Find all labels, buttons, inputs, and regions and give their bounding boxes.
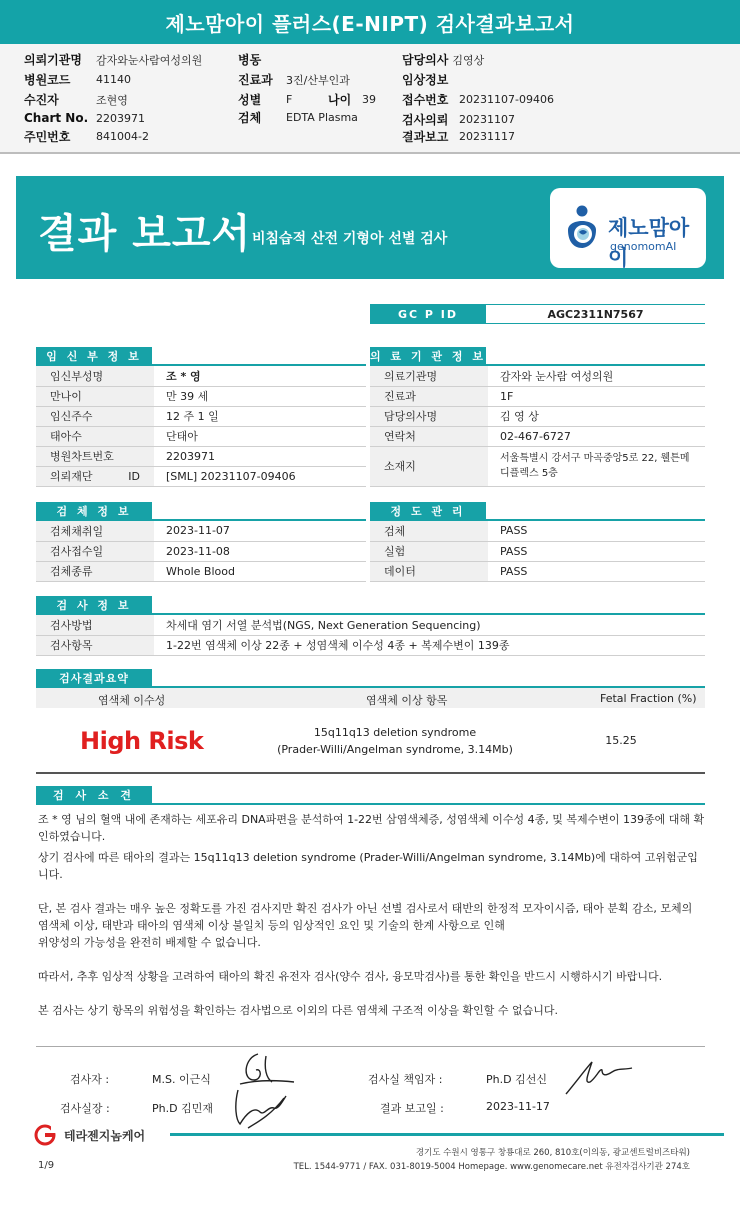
header-info-panel	[0, 44, 740, 154]
table-value: 02-467-6727	[488, 426, 705, 446]
table-value: 2023-11-07	[154, 521, 366, 541]
table-row	[36, 406, 366, 426]
report-date-value-sig: 2023-11-17	[486, 1100, 550, 1113]
specimen-info-table	[36, 521, 366, 582]
dept-label: 진료과	[238, 73, 273, 87]
chart-no-value: 2203971	[96, 111, 145, 125]
table-value: 1-22번 염색체 이상 22종 + 성염색체 이수성 4종 + 복제수변이 139종	[154, 635, 705, 655]
receipt-no-label: 접수번호	[402, 93, 449, 107]
table-value: 2023-11-08	[154, 541, 366, 561]
resident-no-value: 841004-2	[96, 130, 149, 143]
table-key: 병원차트번호	[36, 446, 154, 466]
summary-col-fetal-fraction: Fetal Fraction (%)	[600, 692, 697, 705]
table-row	[370, 426, 705, 446]
table-key: 만나이	[36, 386, 154, 406]
patient-label: 수진자	[24, 93, 59, 107]
table-value: PASS	[488, 521, 705, 541]
gcp-id-row	[370, 304, 705, 324]
table-key: 태아수	[36, 426, 154, 446]
table-value: PASS	[488, 561, 705, 581]
qc-table	[370, 521, 705, 582]
request-date-label: 검사의뢰	[402, 113, 449, 127]
summary-column-headers	[36, 688, 705, 708]
dept-value: 3진/산부인과	[286, 73, 350, 87]
lab-head-name: Ph.D 김선신	[486, 1073, 547, 1086]
table-row	[36, 541, 366, 561]
findings-header: 검 사 소 견	[36, 786, 152, 804]
table-key: 검체종류	[36, 561, 154, 581]
gcp-id-label: GC P ID	[370, 304, 486, 324]
table-value: 2203971	[154, 446, 366, 466]
doctor-label: 담당의사	[402, 53, 449, 67]
table-row	[36, 521, 366, 541]
summary-header: 검사결과요약	[36, 669, 152, 687]
summary-col-aneuploidy: 염색체 이수성	[98, 694, 166, 707]
summary-col-abnormality: 염색체 이상 항목	[366, 694, 448, 707]
table-row	[370, 366, 705, 386]
qc-header: 정 도 관 리	[370, 502, 486, 520]
table-value: Whole Blood	[154, 561, 366, 581]
lab-chief-name: Ph.D 김민재	[152, 1102, 213, 1115]
genomom-logo	[550, 188, 706, 268]
specimen-label: 검체	[238, 111, 262, 125]
signature-divider	[36, 1046, 705, 1047]
hospital-name-label: 의뢰기관명	[24, 53, 82, 67]
table-row	[36, 615, 705, 635]
footer-address: 경기도 수원시 영통구 창룡대로 260, 810호(이의동, 광교센트럴비즈타워)	[415, 1148, 690, 1158]
gcp-id-value: AGC2311N7567	[486, 304, 705, 324]
specimen-value: EDTA Plasma	[286, 111, 358, 124]
fetal-fraction-value: 15.25	[605, 734, 637, 747]
table-value: 조 * 영	[154, 366, 366, 386]
table-row	[36, 561, 366, 581]
table-row	[370, 406, 705, 426]
request-date-value: 20231107	[459, 113, 515, 126]
sex-value: F	[286, 93, 293, 106]
table-value: PASS	[488, 541, 705, 561]
doctor-value: 김영상	[452, 53, 485, 67]
table-value: 만 39 세	[154, 386, 366, 406]
abnormality-item-line1: 15q11q13 deletion syndrome	[313, 726, 477, 739]
tester-name: M.S. 이근식	[152, 1073, 211, 1086]
age-value: 39	[362, 93, 376, 106]
footer-brand-name: 테라젠지놈케어	[64, 1128, 146, 1143]
footer-brand-logo	[34, 1124, 145, 1146]
theragen-logo-icon	[34, 1124, 60, 1146]
table-value: 단태아	[154, 426, 366, 446]
table-key: 연락처	[370, 426, 488, 446]
table-key: 실험	[370, 541, 488, 561]
sex-label: 성별	[238, 93, 262, 107]
report-date-label-sig: 결과 보고일 :	[380, 1102, 444, 1115]
table-key: 검사항목	[36, 635, 154, 655]
lab-chief-signature-icon	[228, 1084, 290, 1130]
table-value: 차세대 염기 서열 분석법(NGS, Next Generation Sequencing)	[154, 615, 705, 635]
finding-paragraph-4: 따라서, 추후 임상적 상황을 고려하여 태아의 확진 유전자 검사(양수 검사, 융모막검사)를 통한 확인을 반드시 시행하시기 바랍니다.	[38, 970, 663, 983]
abnormality-item-line2: (Prader-Willi/Angelman syndrome, 3.14Mb)	[277, 743, 513, 756]
table-row	[370, 446, 705, 486]
table-key: 소재지	[370, 446, 488, 486]
report-date-label: 결과보고	[402, 130, 449, 144]
logo-name: 제노맘아이	[608, 216, 690, 270]
hospital-name-value: 감자와눈사람여성의원	[96, 53, 203, 67]
table-value: 감자와 눈사람 여성의원	[488, 366, 705, 386]
risk-result: High Risk	[80, 727, 204, 755]
table-key: 의료기관명	[370, 366, 488, 386]
finding-paragraph-1: 조 * 영 님의 혈액 내에 존재하는 세포유리 DNA파편을 분석하여 1-22번 삼염색체증, 성염색체 이수성 4종, 및 복제수변이 139종에 대해 확인하였습니다.	[38, 813, 705, 843]
table-row	[36, 366, 366, 386]
table-row	[36, 426, 366, 446]
table-row	[370, 386, 705, 406]
lab-chief-label: 검사실장 :	[60, 1102, 110, 1115]
institution-info-header: 의 료 기 관 정 보	[370, 347, 486, 365]
logo-sub: genomomAI	[610, 240, 677, 253]
finding-paragraph-5: 본 검사는 상기 항목의 위험성을 확인하는 검사법으로 이외의 다른 염색체 구조적 이상을 확인할 수 없습니다.	[38, 1004, 558, 1017]
table-key: 담당의사명	[370, 406, 488, 426]
pregnant-info-table	[36, 366, 366, 487]
table-key: 검사접수일	[36, 541, 154, 561]
test-info-table	[36, 615, 705, 656]
section-divider	[36, 803, 705, 805]
table-row	[36, 446, 366, 466]
table-key: 검체	[370, 521, 488, 541]
table-value: 1F	[488, 386, 705, 406]
table-key: 의뢰재단 ID	[36, 466, 154, 486]
table-key: 진료과	[370, 386, 488, 406]
result-report-banner	[16, 176, 724, 279]
resident-no-label: 주민번호	[24, 130, 71, 144]
tester-label: 검사자 :	[70, 1073, 110, 1086]
institution-info-table	[370, 366, 705, 487]
page-number: 1/9	[38, 1160, 55, 1171]
table-row	[36, 635, 705, 655]
footer-contact: TEL. 1544-9771 / FAX. 031-8019-5004 Homepage. www.genomecare.net 유전자검사기관 274호	[293, 1162, 690, 1172]
lab-head-label: 검사실 책임자 :	[368, 1073, 443, 1086]
ward-label: 병동	[238, 53, 262, 67]
report-date-value: 20231117	[459, 130, 515, 143]
receipt-no-value: 20231107-09406	[459, 93, 554, 106]
hospital-code-value: 41140	[96, 73, 131, 86]
table-row	[36, 466, 366, 486]
chart-no-label: Chart No.	[24, 111, 89, 125]
banner-subtitle: 비침습적 산전 기형아 선별 검사	[252, 231, 448, 247]
table-value: 김 영 상	[488, 406, 705, 426]
table-row	[370, 561, 705, 581]
specimen-info-header: 검 체 정 보	[36, 502, 152, 520]
lab-head-signature-icon	[562, 1058, 636, 1098]
finding-paragraph-3b: 위양성의 가능성을 완전히 배제할 수 없습니다.	[38, 936, 261, 949]
table-value: 12 주 1 일	[154, 406, 366, 426]
table-value: [SML] 20231107-09406	[154, 466, 366, 486]
pregnant-info-header: 임 신 부 정 보	[36, 347, 152, 365]
age-label: 나이	[328, 93, 352, 107]
mother-baby-icon	[562, 204, 602, 250]
footer-divider	[170, 1133, 724, 1136]
test-info-header: 검 사 정 보	[36, 596, 152, 614]
finding-paragraph-3: 단, 본 검사 결과는 매우 높은 정확도를 가진 검사지만 확진 검사가 아닌 선별 검사로서 태반의 한정적 모자이시즘, 태아 분획 감소, 모체의 염색체 이상, 태반과 태아의 염색체 이상 불일치 등의 임상적인 요인 및 기술의 한계 사항으로 인해	[38, 902, 693, 932]
table-row	[370, 521, 705, 541]
table-key: 데이터	[370, 561, 488, 581]
report-title: 제노맘아이 플러스(E-NIPT) 검사결과보고서	[0, 0, 740, 44]
table-row	[370, 541, 705, 561]
table-key: 검체채취일	[36, 521, 154, 541]
table-key: 임신주수	[36, 406, 154, 426]
table-value: 서울특별시 강서구 마곡중앙5로 22, 웰튼메디플렉스 5층	[488, 446, 705, 486]
finding-paragraph-2: 상기 검사에 따른 태아의 결과는 15q11q13 deletion syndrome (Prader-Willi/Angelman syndrome, 3.14Mb)에 대하여 고위험군입니다.	[38, 851, 698, 881]
clinical-info-label: 임상정보	[402, 73, 449, 87]
banner-big-title: 결과 보고서	[38, 211, 252, 257]
table-row	[36, 386, 366, 406]
summary-bottom-line	[36, 772, 705, 774]
table-key: 검사방법	[36, 615, 154, 635]
table-key: 임신부성명	[36, 366, 154, 386]
hospital-code-label: 병원코드	[24, 73, 71, 87]
patient-value: 조현영	[96, 93, 128, 107]
